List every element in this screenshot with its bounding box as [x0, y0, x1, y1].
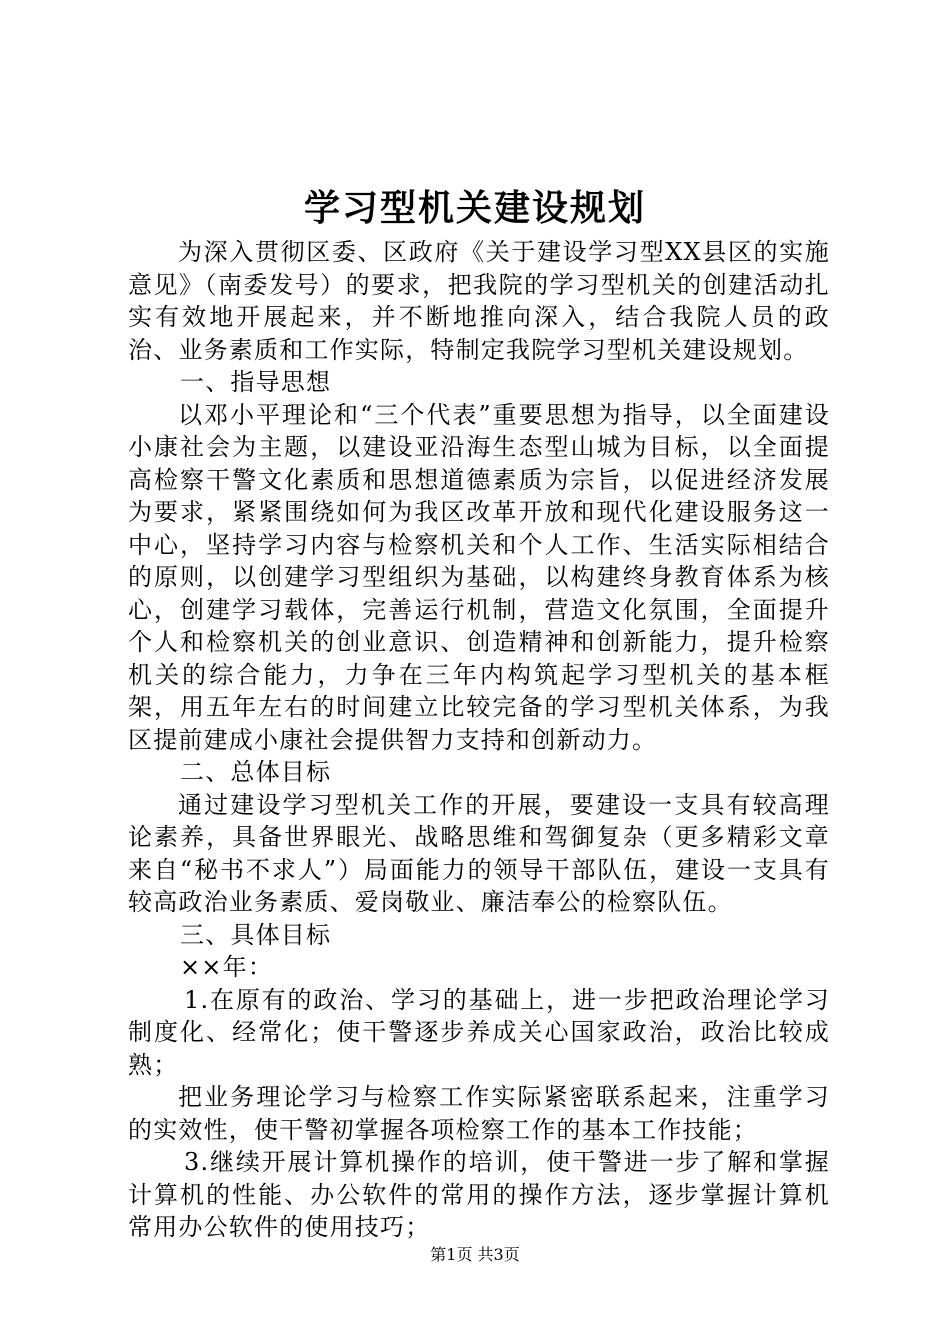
overall-goal-paragraph: 通过建设学习型机关工作的开展，要建设一支具有较高理论素养，具备世界眼光、战略思维和驾御复杂（更多精彩文章来自“秘书不求人”）局面能力的领导干部队伍，建设一支具有较高政治业务素质、爱岗敬业、廉洁奉公的检察队伍。 [128, 790, 830, 916]
goal-item-3: 3.继续开展计算机操作的培训，使干警进一步了解和掌握计算机的性能、办公软件的常用的操作方法，逐步掌握计算机常用办公软件的使用技巧； [128, 1148, 830, 1241]
goal-item-2: 把业务理论学习与检察工作实际紧密联系起来，注重学习的实效性，使干警初掌握各项检察工作的基本工作技能； [128, 1083, 830, 1144]
section-heading-overall-goal: 二、总体目标 [180, 758, 332, 786]
page-footer: 第1页 共3页 [430, 1245, 520, 1264]
section-heading-guiding-ideology: 一、指导思想 [180, 368, 332, 396]
year-label: ××年： [180, 953, 274, 981]
document-title: 学习型机关建设规划 [303, 187, 646, 229]
document-body [128, 236, 830, 1244]
guiding-ideology-paragraph: 以邓小平理论和“三个代表”重要思想为指导，以全面建设小康社会为主题，以建设亚沿海生态型山城为目标，以全面提高检察干警文化素质和思想道德素质为宗旨，以促进经济发展为要求，紧紧围绕如何为我区改革开放和现代化建设服务这一中心，坚持学习内容与检察机关和个人工作、生活实际相结合的原则，以创建学习型组织为基础，以构建终身教育体系为核心，创建学习载体，完善运行机制，营造文化氛围，全面提升个人和检察机关的创业意识、创造精神和创新能力，提升检察机关的综合能力，力争在三年内构筑起学习型机关的基本框架，用五年左右的时间建立比较完备的学习型机关体系，为我区提前建成小康社会提供智力支持和创新动力。 [128, 400, 830, 754]
goal-item-1: 1.在原有的政治、学习的基础上，进一步把政治理论学习制度化、经常化；使干警逐步养成关心国家政治，政治比较成熟； [128, 985, 830, 1079]
intro-paragraph: 为深入贯彻区委、区政府《关于建设学习型XX县区的实施意见》（南委发号）的要求，把我院的学习型机关的创建活动扎实有效地开展起来，并不断地推向深入，结合我院人员的政治、业务素质和工作实际，特制定我院学习型机关建设规划。 [128, 238, 830, 364]
section-heading-specific-goals: 三、具体目标 [180, 920, 332, 949]
